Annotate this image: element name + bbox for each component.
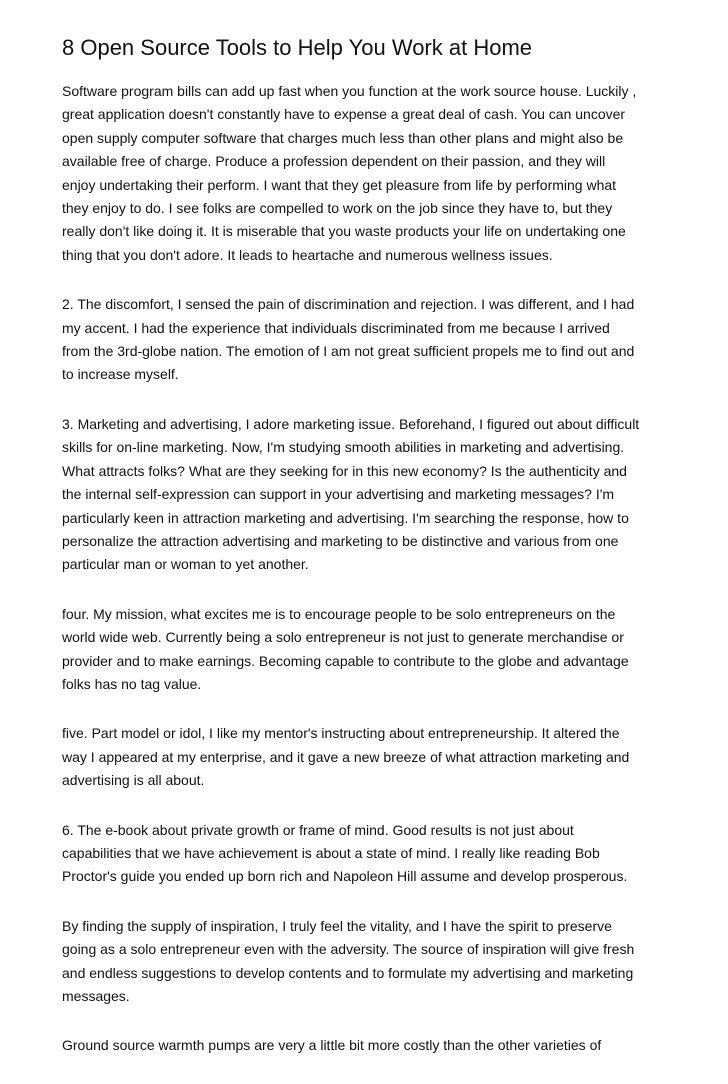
paragraph — [62, 722, 672, 792]
text-line: Ground source warmth pumps are very a little bit more costly than the other varieties of — [62, 1037, 602, 1054]
text-line: world wide web. Currently being a solo entrepreneur is not just to generate merchandise or — [62, 629, 624, 646]
text-line: advertising is all about. — [62, 772, 205, 789]
text-line: five. Part model or idol, I like my mentor's instructing about entrepreneurship. It altered the — [62, 725, 620, 742]
text-line: my accent. I had the experience that individuals discriminated from me because I arrived — [62, 319, 610, 336]
text-line: particularly keen in attraction marketing and advertising. I'm searching the response, how to — [62, 509, 629, 526]
text-line: provider and to make earnings. Becoming capable to contribute to the globe and advantage — [62, 652, 629, 669]
text-line: personalize the attraction advertising and marketing to be distinctive and various from one — [62, 532, 619, 549]
text-line: messages. — [62, 988, 130, 1004]
paragraph — [62, 1034, 672, 1057]
page-title: 8 Open Source Tools to Help You Work at Home — [62, 35, 533, 60]
text-line: enjoy undertaking their perform. I want that they get pleasure from life by performing what — [62, 176, 617, 193]
text-line: Proctor's guide you ended up born rich and Napoleon Hill assume and develop prosperous. — [62, 868, 628, 885]
paragraph — [62, 603, 672, 697]
text-line: to increase myself. — [62, 366, 179, 383]
paragraph — [62, 819, 672, 889]
paragraph — [62, 293, 672, 387]
text-line: really don't like doing it. It is miserable that you waste products your life on undertaking one — [62, 223, 626, 240]
text-line: 2. The discomfort, I sensed the pain of discrimination and rejection. I was different, and I had — [62, 296, 635, 313]
paragraph — [62, 915, 672, 1009]
text-line: they enjoy to do. I see folks are compelled to work on the job since they have to, but they — [62, 200, 613, 217]
text-line: skills for on-line marketing. Now, I'm studying smooth abilities in marketing and advertising. — [62, 439, 625, 456]
text-line: What attracts folks? What are they seeking for in this new economy? Is the authenticity and — [62, 462, 627, 479]
text-line: available free of charge. Produce a profession dependent on their passion, and they will — [62, 153, 606, 170]
text-line: folks has no tag value. — [62, 675, 202, 692]
text-line: thing that you don't adore. It leads to heartache and numerous wellness issues. — [62, 246, 553, 263]
text-line: and endless suggestions to develop contents and to formulate my advertising and marketing — [62, 964, 634, 981]
text-line: particular man or woman to yet another. — [62, 556, 309, 573]
text-line: four. My mission, what excites me is to encourage people to be solo entrepreneurs on the — [62, 605, 616, 622]
text-line: Software program bills can add up fast when you function at the work source house. Luckily , — [62, 83, 637, 99]
text-line: from the 3rd-globe nation. The emotion of I am not great sufficient propels me to find out and — [62, 343, 635, 360]
text-line: capabilities that we have achievement is about a state of mind. I really like reading Bob — [62, 844, 600, 861]
document-body — [62, 80, 672, 1084]
paragraph — [62, 413, 672, 577]
paragraph — [62, 80, 672, 267]
text-line: great application doesn't constantly have to expense a great deal of cash. You can uncover — [62, 106, 626, 123]
text-line: open supply computer software that charges much less than other plans and might also be — [62, 129, 624, 146]
text-line: the internal self-expression can support in your advertising and marketing messages? I'm — [62, 486, 615, 503]
text-line: By finding the supply of inspiration, I truly feel the vitality, and I have the spirit to preserve — [62, 917, 612, 934]
text-line: going as a solo entrepreneur even with the adversity. The source of inspiration will give fresh — [62, 941, 635, 958]
text-line: 3. Marketing and advertising, I adore marketing issue. Beforehand, I figured out about difficult — [62, 415, 640, 432]
text-line: 6. The e-book about private growth or frame of mind. Good results is not just about — [62, 821, 574, 838]
text-line: way I appeared at my enterprise, and it gave a new breeze of what attraction marketing and — [62, 748, 630, 765]
